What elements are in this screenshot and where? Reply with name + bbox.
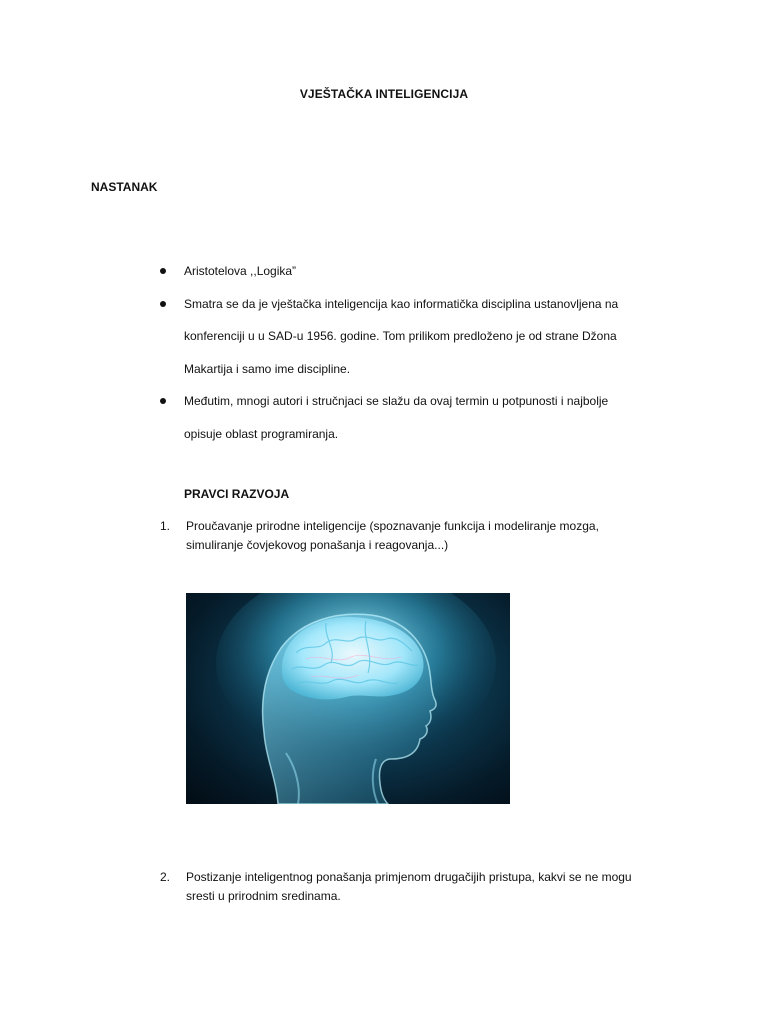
numbered-item bbox=[160, 517, 680, 555]
bullet-line: Međutim, mnogi autori i stručnjaci se slažu da ovaj termin u potpunosti i najbolje bbox=[184, 394, 609, 408]
bullet-item bbox=[160, 288, 660, 386]
bullet-icon bbox=[160, 398, 166, 404]
bullet-icon bbox=[160, 301, 166, 307]
numbered-line: Postizanje inteligentnog ponašanja primjenom drugačijih pristupa, kakvi se ne mogu bbox=[186, 870, 632, 884]
numbered-line: Proučavanje prirodne inteligencije (spoznavanje funkcija i modeliranje mozga, bbox=[186, 519, 599, 533]
numbered-line: sresti u prirodnim sredinama. bbox=[186, 889, 341, 903]
list-number: 2. bbox=[160, 870, 171, 884]
bullet-line: Aristotelova ,,Logika” bbox=[184, 264, 297, 278]
bullet-line: Makartija i samo ime discipline. bbox=[184, 361, 351, 376]
bullet-list bbox=[160, 255, 660, 450]
bullet-item bbox=[160, 385, 660, 450]
bullet-line: Smatra se da je vještačka inteligencija kao informatička disciplina ustanovljena na bbox=[184, 296, 619, 311]
bullet-item bbox=[160, 255, 660, 288]
bullet-line: opisuje oblast programiranja. bbox=[184, 426, 339, 441]
numbered-line: simuliranje čovjekovog ponašanja i reagovanja...) bbox=[186, 538, 449, 552]
brain-head-illustration bbox=[186, 593, 510, 804]
bullet-line: konferenciji u u SAD-u 1956. godine. Tom prilikom predloženo je od strane Džona bbox=[184, 329, 617, 343]
bullet-icon bbox=[160, 268, 166, 274]
section-heading-nastanak: NASTANAK bbox=[91, 180, 158, 194]
numbered-item bbox=[160, 868, 680, 906]
list-number: 1. bbox=[160, 519, 171, 533]
document-title: VJEŠTAČKA INTELIGENCIJA bbox=[299, 87, 469, 101]
section-heading-pravci-razvoja: PRAVCI RAZVOJA bbox=[184, 487, 290, 501]
